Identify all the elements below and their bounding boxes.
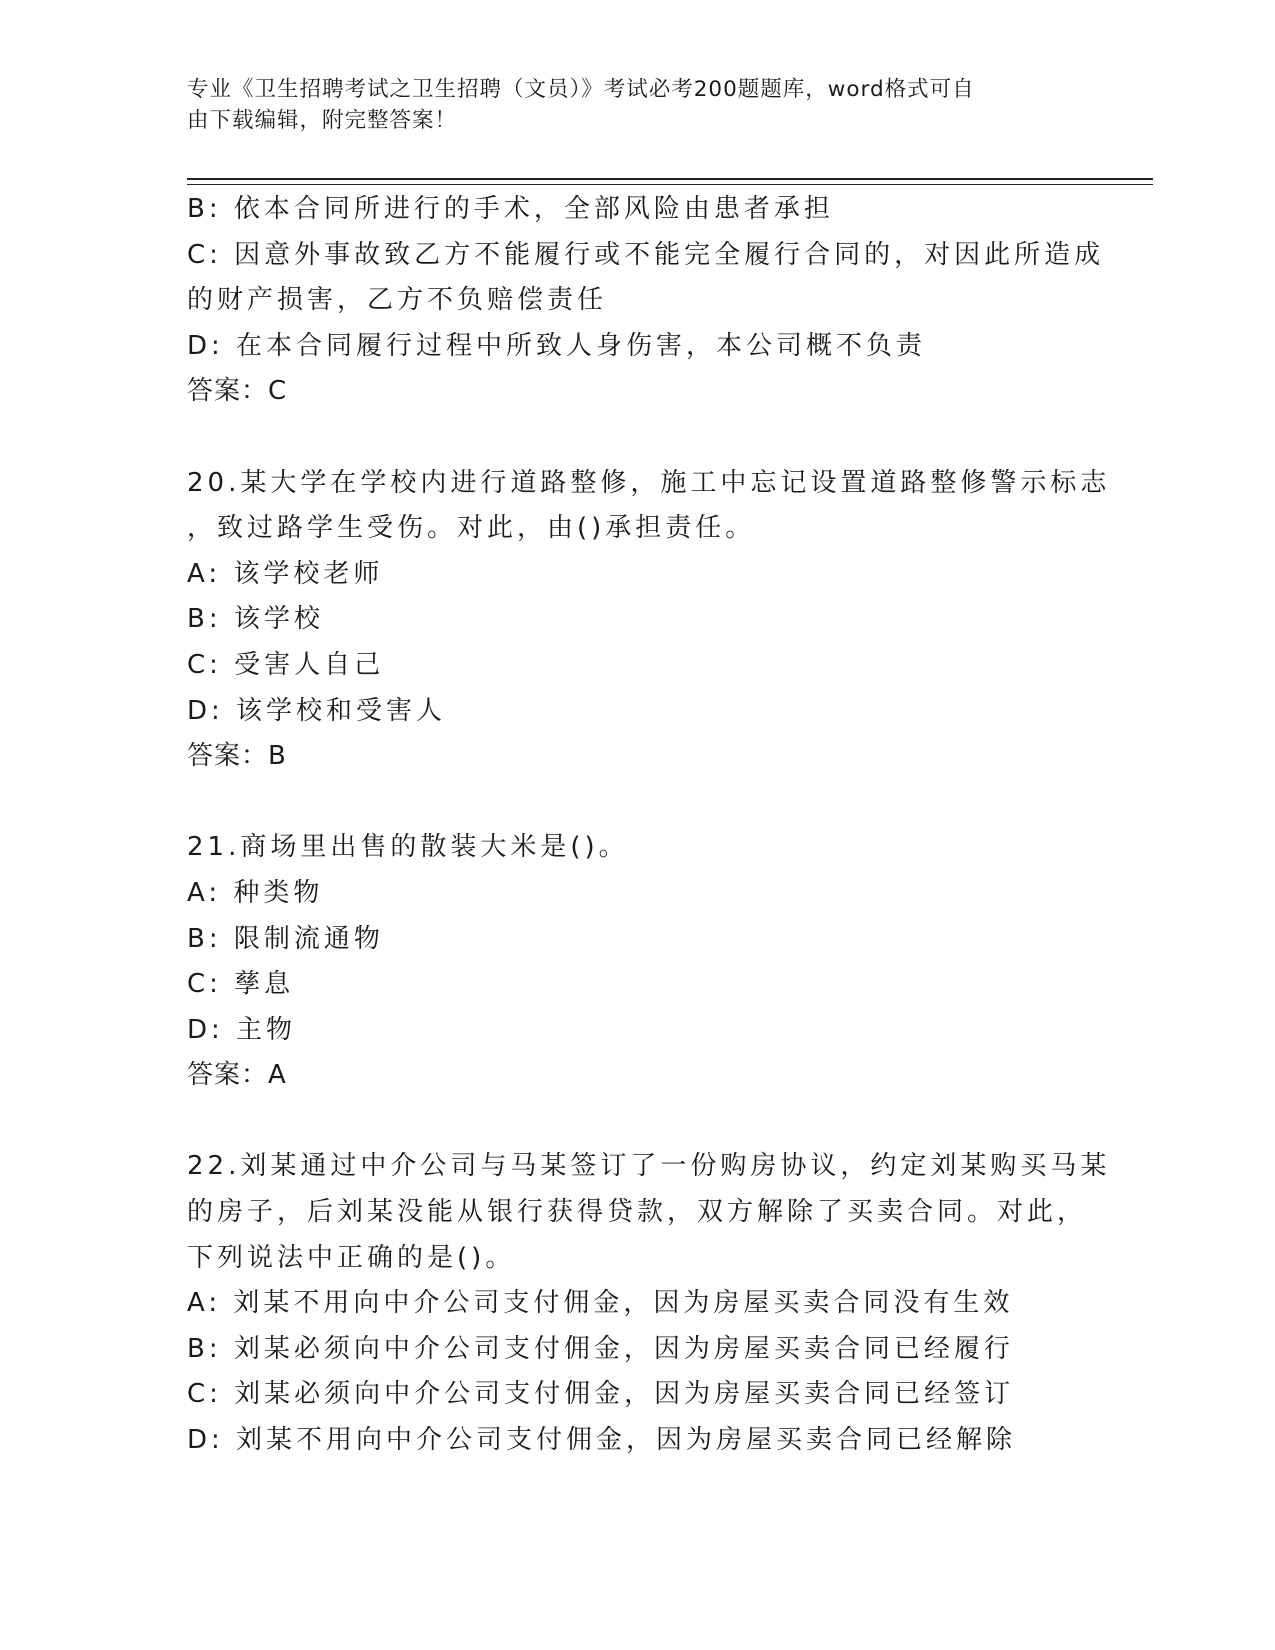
question-stem-continued: 的房子，后刘某没能从银行获得贷款，双方解除了买卖合同。对此， (187, 1197, 1088, 1228)
option-a: A: 该学校老师 (187, 558, 384, 589)
question-stem-continued: ，致过路学生受伤。对此，由()承担责任。 (187, 513, 756, 544)
question-spacer (187, 780, 1087, 826)
question-19-block (187, 187, 1105, 415)
option-d: D: 在本合同履行过程中所致人身伤害，本公司概不负责 (187, 330, 927, 361)
option-c: C: 刘某必须向中介公司支付佣金，因为房屋买卖合同已经签订 (187, 1379, 1015, 1410)
option-d: D: 刘某不用向中介公司支付佣金，因为房屋买卖合同已经解除 (187, 1425, 1017, 1456)
question-spacer (187, 1099, 1087, 1145)
document-header (187, 74, 1067, 136)
option-d: D: 主物 (187, 1014, 297, 1045)
answer-label: 答案：A (187, 1060, 287, 1091)
question-22-block (187, 1144, 1111, 1463)
answer-label: 答案：C (187, 376, 288, 407)
question-spacer (187, 415, 1087, 461)
header-line-2: 由下载编辑，附完整答案！ (187, 108, 458, 133)
option-b: B: 刘某必须向中介公司支付佣金，因为房屋买卖合同已经履行 (187, 1333, 1014, 1364)
question-stem: 22.刘某通过中介公司与马某签订了一份购房协议，约定刘某购买马某 (187, 1151, 1111, 1182)
question-stem: 20.某大学在学校内进行道路整修，施工中忘记设置道路整修警示标志 (187, 467, 1111, 498)
option-c: C: 因意外事故致乙方不能履行或不能完全履行合同的，对因此所造成 (187, 239, 1105, 270)
option-d: D: 该学校和受害人 (187, 695, 447, 726)
option-b: B: 依本合同所进行的手术，全部风险由患者承担 (187, 194, 834, 224)
question-stem: 21.商场里出售的散装大米是()。 (187, 832, 629, 863)
option-a: A: 种类物 (187, 877, 324, 908)
header-line-1: 专业《卫生招聘考试之卫生招聘（文员）》考试必考200题题库，word格式可自 (187, 77, 975, 102)
option-b: B: 限制流通物 (187, 923, 384, 954)
option-b: B: 该学校 (187, 604, 324, 635)
question-21-block (187, 825, 1087, 1099)
question-20-block (187, 461, 1111, 780)
question-content (187, 187, 1111, 1464)
option-c: C: 受害人自己 (187, 649, 385, 680)
option-c: C: 孳息 (187, 969, 295, 1000)
option-c-continued: 的财产损害，乙方不负赔偿责任 (187, 285, 608, 316)
header-divider-thick (187, 178, 1153, 180)
answer-label: 答案：B (187, 741, 287, 772)
header-divider-thin (187, 184, 1153, 185)
option-a: A: 刘某不用向中介公司支付佣金，因为房屋买卖合同没有生效 (187, 1288, 1014, 1319)
question-stem-continued: 下列说法中正确的是()。 (187, 1242, 516, 1273)
